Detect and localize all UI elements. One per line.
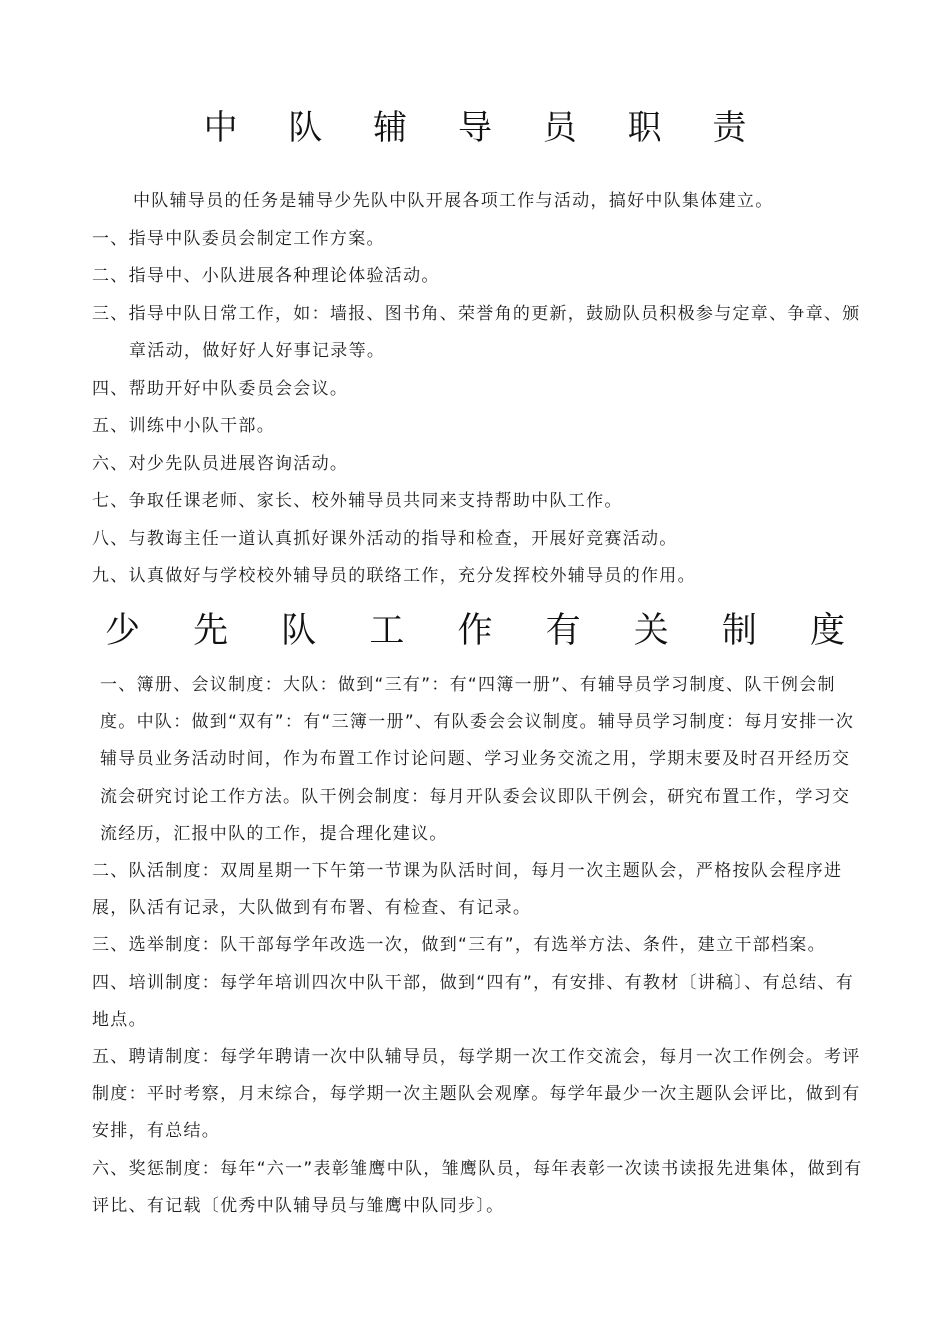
rule-paragraph-1: 一、簿册、会议制度：大队：做到“三有”：有“四簿一册”、有辅导员学习制度、队干例会制度。中队：做到“双有”：有“三簿一册”、有队委会会议制度。辅导员学习制度：每月安排一次辅导员业务活动时间，作为布置工作讨论问题、学习业务交流之用，学期末要及时召开经历交流会研究讨论工作方法。队干例会制度：每月开队委会议即队干例会，研究布置工作，学习交流经历，汇报中队的工作，提合理化建议。 bbox=[100, 675, 855, 844]
section2-title: 少 先 队 工 作 有 关 制 度 bbox=[104, 611, 866, 651]
rule-paragraph-5: 五、聘请制度：每学年聘请一次中队辅导员，每学期一次工作交流会，每月一次工作例会。考评制度：平时考察，月末综合，每学期一次主题队会观摩。每学年最少一次主题队会评比，做到有安排，有总结。 bbox=[92, 1047, 861, 1142]
duty-item-6: 六、对少先队员进展咨询活动。 bbox=[92, 453, 349, 474]
duty-item-8: 八、与教诲主任一道认真抓好课外活动的指导和检查，开展好竞赛活动。 bbox=[92, 528, 678, 549]
duty-item-4: 四、帮助开好中队委员会会议。 bbox=[92, 378, 349, 399]
rule-paragraph-6: 六、奖惩制度：每年“六一”表彰雏鹰中队，雏鹰队员，每年表彰一次读书读报先进集体，做到有评比、有记载〔优秀中队辅导员与雏鹰中队同步〕。 bbox=[92, 1158, 863, 1216]
section1-title: 中 队 辅 导 员 职 责 bbox=[203, 108, 767, 148]
duty-item-9: 九、认真做好与学校校外辅导员的联络工作，充分发挥校外辅导员的作用。 bbox=[92, 566, 696, 586]
section1-body bbox=[92, 183, 867, 596]
duty-item-1: 一、指导中队委员会制定工作方案。 bbox=[92, 228, 385, 249]
rule-paragraph-4: 四、培训制度：每学年培训四次中队干部，做到“四有”，有安排、有教材〔讲稿〕、有总结、有地点。 bbox=[92, 972, 855, 1030]
duty-item-3: 三、指导中队日常工作，如：墙报、图书角、荣誉角的更新，鼓励队员积极参与定章、争章、颁章活动，做好好人好事记录等。 bbox=[92, 303, 861, 361]
rule-paragraph-2: 二、队活制度：双周星期一下午第一节课为队活时间，每月一次主题队会，严格按队会程序进展，队活有记录，大队做到有布署、有检查、有记录。 bbox=[92, 861, 843, 919]
rule-paragraph-3: 三、选举制度：队干部每学年改选一次，做到“三有”，有选举方法、条件，建立干部档案。 bbox=[92, 935, 826, 956]
duty-item-7: 七、争取任课老师、家长、校外辅导员共同来支持帮助中队工作。 bbox=[92, 491, 623, 511]
duty-item-2: 二、指导中、小队进展各种理论体验活动。 bbox=[92, 266, 440, 286]
duty-item-5: 五、训练中小队干部。 bbox=[92, 416, 275, 436]
section1-intro: 中队辅导员的任务是辅导少先队中队开展各项工作与活动，搞好中队集体建立。 bbox=[133, 191, 774, 211]
section2-body bbox=[92, 667, 867, 1225]
